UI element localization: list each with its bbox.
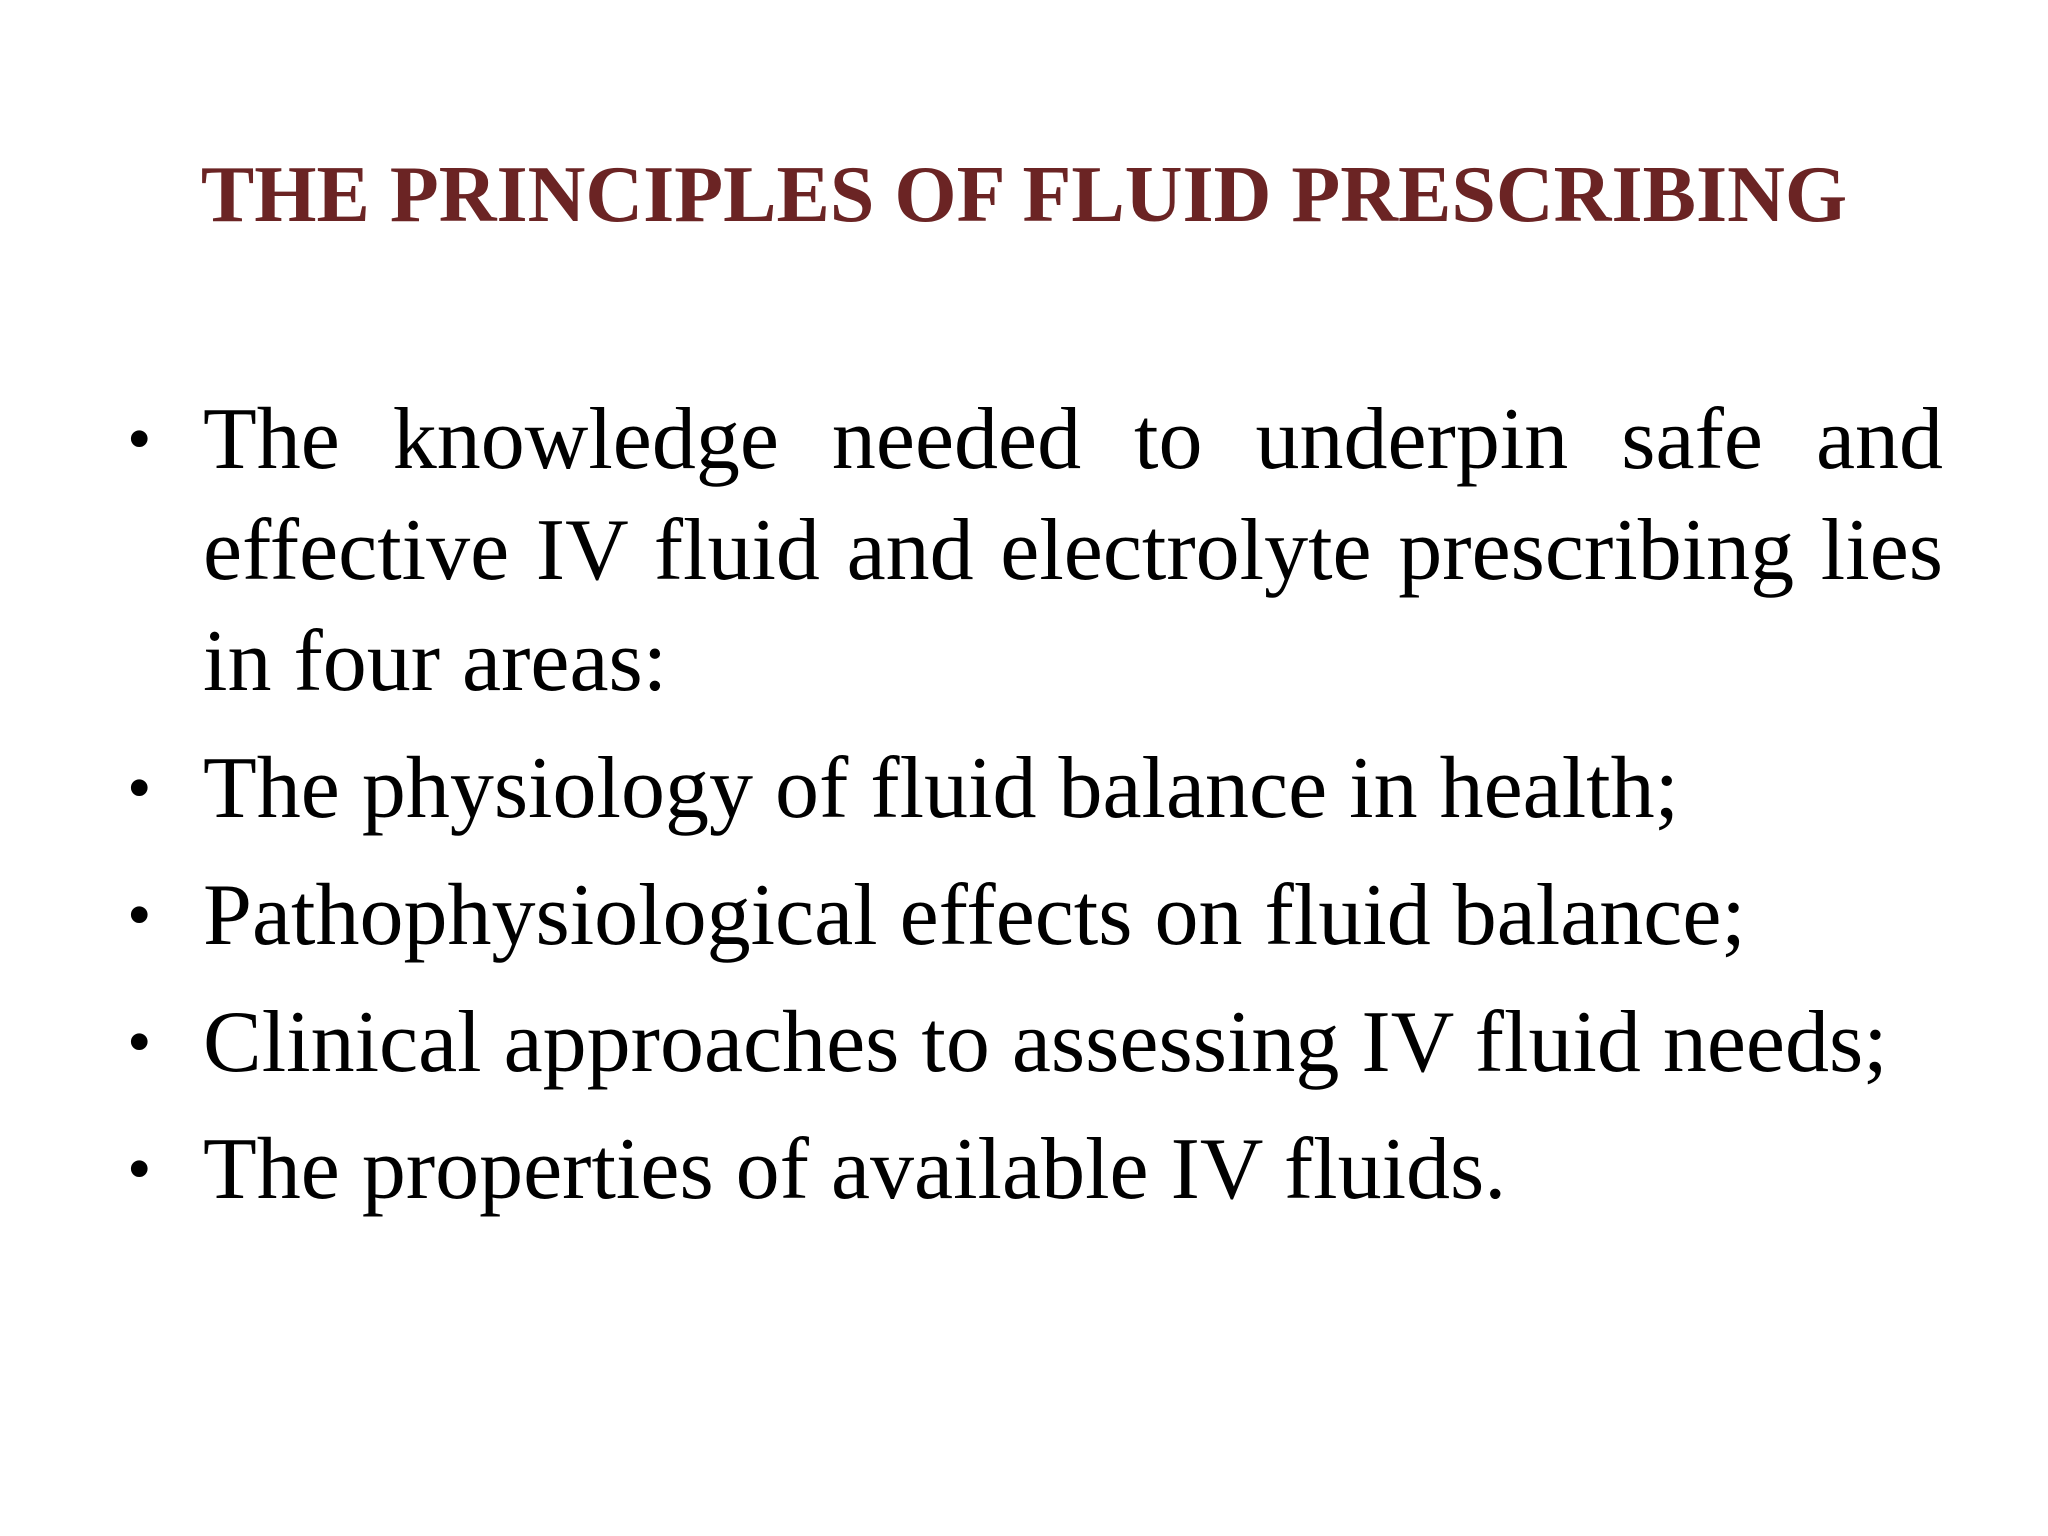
bullet-text: Clinical approaches to assessing IV fluid needs; (203, 994, 1888, 1091)
list-item (115, 733, 1943, 844)
bullet-text: The properties of available IV fluids. (203, 1121, 1507, 1218)
bullet-icon: • (127, 1004, 152, 1081)
bullet-text: The knowledge needed to underpin safe and effective IV fluid and electrolyte prescribing lies in four areas: (203, 391, 1943, 710)
list-item (115, 1114, 1943, 1225)
bullet-list (115, 384, 1943, 1241)
bullet-text: Pathophysiological effects on fluid balance; (203, 867, 1746, 964)
bullet-icon: • (127, 877, 152, 954)
bullet-text: The physiology of fluid balance in health; (203, 740, 1680, 837)
bullet-icon: • (127, 750, 152, 827)
bullet-icon: • (127, 1131, 152, 1208)
list-item (115, 860, 1943, 971)
bullet-icon: • (127, 401, 152, 478)
list-item (115, 384, 1943, 717)
slide-title: THE PRINCIPLES OF FLUID PRESCRIBING (200, 151, 1848, 239)
list-item (115, 987, 1943, 1098)
